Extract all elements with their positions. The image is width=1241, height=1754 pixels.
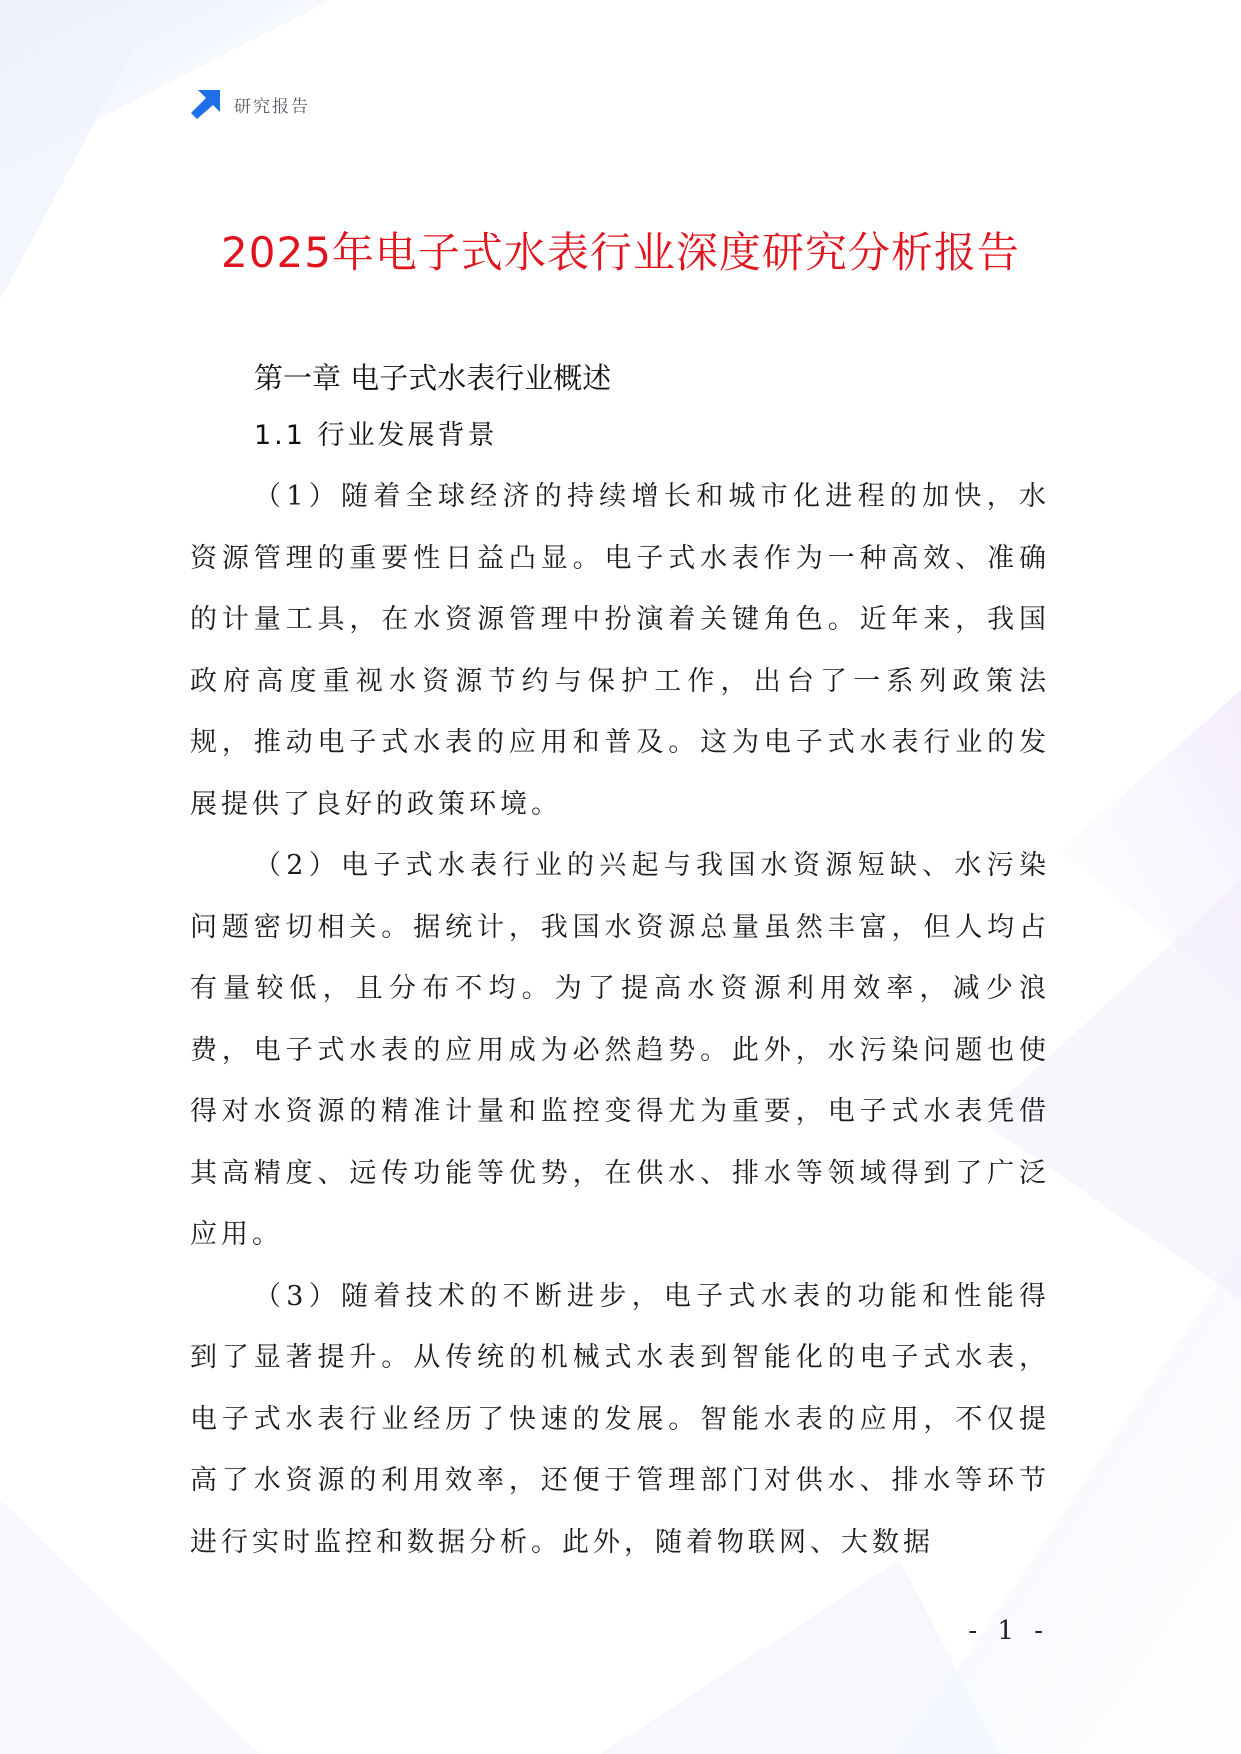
document-body [190,350,1050,1573]
paragraph-1: （1）随着全球经济的持续增长和城市化进程的加快，水资源管理的重要性日益凸显。电子式水表作为一种高效、准确的计量工具，在水资源管理中扮演着关键角色。近年来，我国政府高度重视水资源节约与保护工作，出台了一系列政策法规，推动电子式水表的应用和普及。这为电子式水表行业的发展提供了良好的政策环境。 [190,481,1050,820]
header-label: 研究报告 [234,96,310,117]
report-header [190,88,310,120]
arrow-up-right-icon [190,88,222,120]
page-number: - 1 - [968,1616,1049,1646]
section-heading: 1.1 行业发展背景 [254,420,498,451]
paragraph-2: （2）电子式水表行业的兴起与我国水资源短缺、水污染问题密切相关。据统计，我国水资源总量虽然丰富，但人均占有量较低，且分布不均。为了提高水资源利用效率，减少浪费，电子式水表的应用成为必然趋势。此外，水污染问题也使得对水资源的精准计量和监控变得尤为重要，电子式水表凭借其高精度、远传功能等优势，在供水、排水等领域得到了广泛应用。 [190,850,1050,1250]
paragraph-3: （3）随着技术的不断进步，电子式水表的功能和性能得到了显著提升。从传统的机械式水表到智能化的电子式水表，电子式水表行业经历了快速的发展。智能水表的应用，不仅提高了水资源的利用效率，还便于管理部门对供水、排水等环节进行实时监控和数据分析。此外，随着物联网、大数据 [190,1280,1050,1558]
document-title: 2025年电子式水表行业深度研究分析报告 [221,228,1020,277]
chapter-heading: 第一章 电子式水表行业概述 [254,361,612,395]
